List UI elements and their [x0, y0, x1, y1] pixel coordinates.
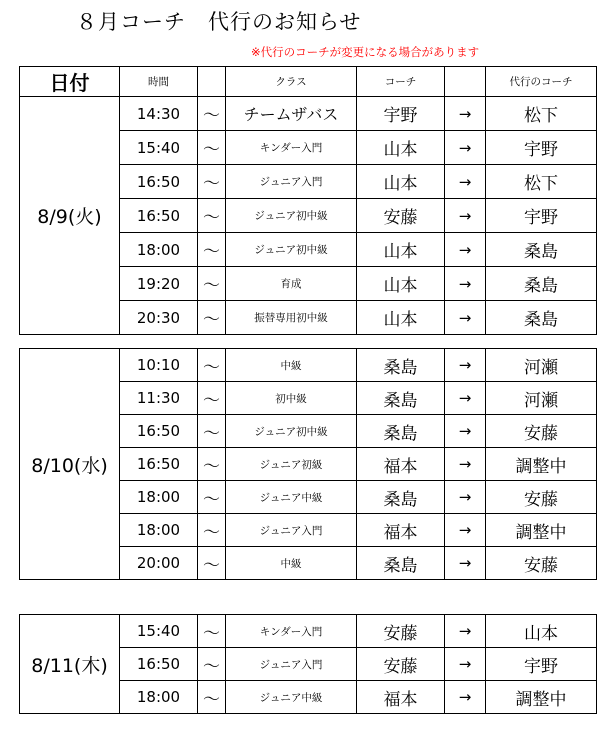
tilde-cell: 〜: [198, 131, 226, 165]
change-notice: ※代行のコーチが変更になる場合があります: [251, 45, 480, 59]
class-cell: ジュニア初級: [226, 448, 357, 481]
tilde-cell: 〜: [198, 547, 226, 580]
time-cell: 15:40: [120, 131, 198, 165]
arrow-cell: →: [445, 199, 486, 233]
tilde-cell: 〜: [198, 165, 226, 199]
substitute-cell: 山本: [486, 615, 597, 648]
header-coach: コーチ: [357, 67, 445, 97]
time-cell: 20:00: [120, 547, 198, 580]
coach-cell: 安藤: [357, 199, 445, 233]
arrow-cell: →: [445, 349, 486, 382]
class-cell: チームザバス: [226, 97, 357, 131]
tilde-cell: 〜: [198, 448, 226, 481]
table-row: [20, 349, 597, 382]
time-cell: 20:30: [120, 301, 198, 335]
header-row: [20, 67, 597, 97]
substitute-cell: 調整中: [486, 681, 597, 714]
coach-cell: 福本: [357, 681, 445, 714]
substitute-cell: 宇野: [486, 131, 597, 165]
time-cell: 14:30: [120, 97, 198, 131]
time-cell: 19:20: [120, 267, 198, 301]
time-cell: 18:00: [120, 481, 198, 514]
substitute-cell: 桑島: [486, 267, 597, 301]
tilde-cell: 〜: [198, 301, 226, 335]
coach-cell: 山本: [357, 131, 445, 165]
header-substitute: 代行のコーチ: [486, 67, 597, 97]
coach-cell: 桑島: [357, 382, 445, 415]
table-row: [20, 615, 597, 648]
table-row: [20, 97, 597, 131]
substitute-cell: 安藤: [486, 481, 597, 514]
time-cell: 16:50: [120, 165, 198, 199]
arrow-cell: →: [445, 165, 486, 199]
class-cell: ジュニア入門: [226, 648, 357, 681]
time-cell: 16:50: [120, 648, 198, 681]
substitute-cell: 宇野: [486, 199, 597, 233]
arrow-cell: →: [445, 382, 486, 415]
substitute-cell: 宇野: [486, 648, 597, 681]
arrow-cell: →: [445, 233, 486, 267]
header-tilde-blank: [198, 67, 226, 97]
time-cell: 16:50: [120, 415, 198, 448]
coach-cell: 山本: [357, 165, 445, 199]
time-cell: 16:50: [120, 199, 198, 233]
tilde-cell: 〜: [198, 233, 226, 267]
tilde-cell: 〜: [198, 514, 226, 547]
coach-cell: 山本: [357, 301, 445, 335]
class-cell: キンダー入門: [226, 615, 357, 648]
class-cell: 中級: [226, 349, 357, 382]
tilde-cell: 〜: [198, 382, 226, 415]
time-cell: 18:00: [120, 681, 198, 714]
substitute-cell: 河瀬: [486, 382, 597, 415]
class-cell: ジュニア初中級: [226, 233, 357, 267]
tilde-cell: 〜: [198, 481, 226, 514]
tilde-cell: 〜: [198, 415, 226, 448]
arrow-cell: →: [445, 481, 486, 514]
schedule-table-day-2: [19, 348, 597, 580]
time-cell: 18:00: [120, 514, 198, 547]
tilde-cell: 〜: [198, 615, 226, 648]
time-cell: 15:40: [120, 615, 198, 648]
tilde-cell: 〜: [198, 681, 226, 714]
date-cell: 8/9(火): [20, 97, 120, 335]
arrow-cell: →: [445, 615, 486, 648]
tilde-cell: 〜: [198, 97, 226, 131]
class-cell: 振替専用初中級: [226, 301, 357, 335]
header-date: 日付: [20, 67, 120, 97]
substitute-cell: 河瀬: [486, 349, 597, 382]
substitute-cell: 桑島: [486, 301, 597, 335]
arrow-cell: →: [445, 415, 486, 448]
coach-cell: 桑島: [357, 349, 445, 382]
arrow-cell: →: [445, 301, 486, 335]
substitute-cell: 調整中: [486, 514, 597, 547]
arrow-cell: →: [445, 448, 486, 481]
class-cell: ジュニア中級: [226, 481, 357, 514]
coach-cell: 安藤: [357, 615, 445, 648]
class-cell: 中級: [226, 547, 357, 580]
arrow-cell: →: [445, 131, 486, 165]
class-cell: 育成: [226, 267, 357, 301]
header-class: クラス: [226, 67, 357, 97]
class-cell: ジュニア初中級: [226, 415, 357, 448]
tilde-cell: 〜: [198, 267, 226, 301]
class-cell: ジュニア中級: [226, 681, 357, 714]
substitute-cell: 桑島: [486, 233, 597, 267]
coach-cell: 宇野: [357, 97, 445, 131]
time-cell: 10:10: [120, 349, 198, 382]
arrow-cell: →: [445, 267, 486, 301]
coach-cell: 桑島: [357, 547, 445, 580]
schedule-table-day-1: [19, 66, 597, 335]
substitute-cell: 松下: [486, 165, 597, 199]
arrow-cell: →: [445, 514, 486, 547]
substitute-cell: 松下: [486, 97, 597, 131]
time-cell: 18:00: [120, 233, 198, 267]
date-cell: 8/10(水): [20, 349, 120, 580]
header-time: 時間: [120, 67, 198, 97]
substitute-cell: 調整中: [486, 448, 597, 481]
coach-cell: 福本: [357, 514, 445, 547]
tilde-cell: 〜: [198, 349, 226, 382]
time-cell: 16:50: [120, 448, 198, 481]
class-cell: キンダー入門: [226, 131, 357, 165]
coach-cell: 山本: [357, 233, 445, 267]
header-arrow-blank: [445, 67, 486, 97]
class-cell: 初中級: [226, 382, 357, 415]
class-cell: ジュニア入門: [226, 165, 357, 199]
class-cell: ジュニア初中級: [226, 199, 357, 233]
tilde-cell: 〜: [198, 648, 226, 681]
substitute-cell: 安藤: [486, 547, 597, 580]
coach-cell: 福本: [357, 448, 445, 481]
schedule-table-day-3: [19, 614, 597, 714]
arrow-cell: →: [445, 681, 486, 714]
coach-cell: 桑島: [357, 415, 445, 448]
page-title: ８月コーチ 代行のお知らせ: [76, 10, 362, 34]
date-cell: 8/11(木): [20, 615, 120, 714]
class-cell: ジュニア入門: [226, 514, 357, 547]
coach-cell: 安藤: [357, 648, 445, 681]
arrow-cell: →: [445, 648, 486, 681]
coach-cell: 山本: [357, 267, 445, 301]
substitute-cell: 安藤: [486, 415, 597, 448]
arrow-cell: →: [445, 547, 486, 580]
coach-cell: 桑島: [357, 481, 445, 514]
tilde-cell: 〜: [198, 199, 226, 233]
time-cell: 11:30: [120, 382, 198, 415]
arrow-cell: →: [445, 97, 486, 131]
